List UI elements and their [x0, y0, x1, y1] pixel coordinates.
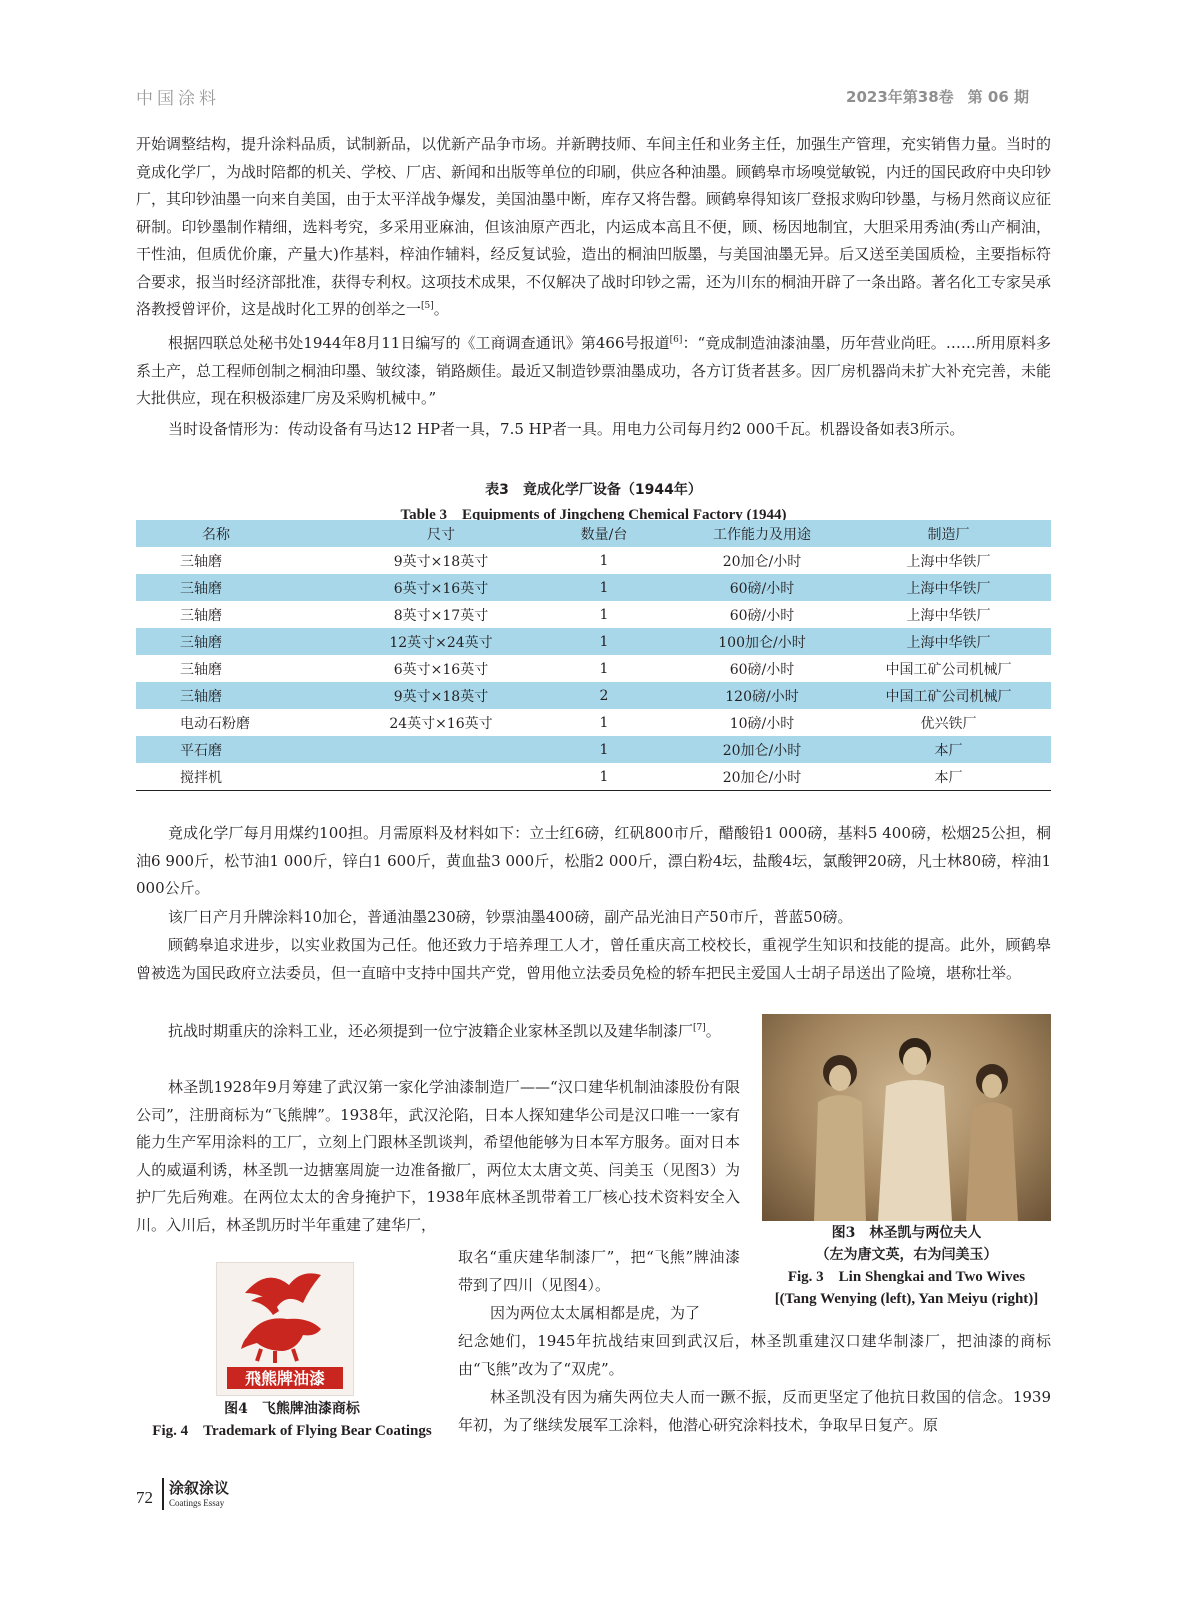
- section-title-cn: 涂叙涂议: [169, 1479, 230, 1497]
- table-row: 平石磨 1 20加仑/小时 本厂: [136, 736, 1051, 763]
- figure-3-caption-cn-2: （左为唐文英，右为闫美玉）: [815, 1247, 998, 1263]
- table-row: 三轴磨 8英寸×17英寸 1 60磅/小时 上海中华铁厂: [180, 606, 991, 624]
- equipment-table: [136, 520, 1051, 791]
- issue-info: [846, 86, 1029, 107]
- table-row: 搅拌机 1 20加仑/小时 本厂: [180, 768, 963, 786]
- issue-year: 2023年第38卷: [846, 88, 954, 106]
- paragraph-6: 顾鹤皋追求进步，以实业救国为己任。他还致力于培养理工人才，曾任重庆高工校校长，重视学生知识和技能的提高。此外，顾鹤皋曾被选为国民政府立法委员，但一直暗中支持中国共产党，曾用他立法委员免检的轿车把民主爱国人士胡子昂送出了险境，堪称壮举。: [136, 936, 1051, 982]
- col-header-name: 名称: [202, 526, 230, 543]
- paragraph-8: 林圣凯1928年9月筹建了武汉第一家化学油漆制造厂——“汉口建华机制油漆股份有限公司”，注册商标为“飞熊牌”。1938年，武汉沦陷，日本人探知建华公司是汉口唯一一家有能力生产军用涂料的工厂，立刻上门跟林圣凯谈判，希望他能够为日本军方服务。面对日本人的威逼利诱，林圣凯一边搪塞周旋一边准备撤厂，两位太太唐文英、闫美玉（见图3）为护厂先后殉难。在两位太太的舍身掩护下，1938年底林圣凯带着工厂核心技术资料安全入川。入川后，林圣凯历时半年重建了建华厂，: [136, 1078, 740, 1234]
- figure-3-caption: [762, 1222, 1051, 1310]
- paragraph-1: 开始调整结构，提升涂料品质，试制新品，以优新产品争市场。并新聘技师、车间主任和业务主任，加强生产管理，充实销售力量。当时的竟成化学厂，为战时陪都的机关、学校、厂店、新闻和出版等单位的印刷，供应各种油墨。顾鹤皋市场嗅觉敏锐，内迁的国民政府中央印钞厂，其印钞油墨一向来自美国，由于太平洋战争爆发，美国油墨中断，库存又将告罄。顾鹤皋得知该厂登报求购印钞墨，与杨月然商议应征研制。印钞墨制作精细，选料考究，多采用亚麻油，但该油原产西北，内运成本高且不便，顾、杨因地制宜，大胆采用秀油(秀山产桐油，干性油，但质优价廉，产量大)作基料，梓油作辅料，经反复试验，造出的桐油凹版墨，与美国油墨无异。后又送至美国质检，主要指标符合要求，报当时经济部批准，获得专利权。这项技术成果，不仅解决了战时印钞之需，还为川东的桐油开辟了一条出路。著名化工专家吴承洛教授曾评价，这是战时化工界的创举之一[5]。: [136, 135, 1052, 318]
- paragraph-4: 竟成化学厂每月用煤约100担。月需原料及材料如下：立士红6磅，红矾800市斤，醋酸铅1 000磅，基料5 400磅，松烟25公担，桐油6 900斤，松节油1 000斤，锌白1 600斤，黄血盐3 000斤，松脂2 000斤，漂白粉4坛，盐酸4坛，氯酸钾20磅，凡士林80磅，梓油1 000公斤。: [136, 824, 1051, 897]
- reference-6[interactable]: [6]: [669, 335, 683, 345]
- reference-7[interactable]: [7]: [693, 1023, 706, 1033]
- table-row: 三轴磨 9英寸×18英寸 1 20加仑/小时 上海中华铁厂: [180, 552, 991, 570]
- footer-divider: [162, 1478, 164, 1510]
- figure-3-caption-cn-1: 图3 林圣凯与两位夫人: [831, 1225, 982, 1241]
- figure-4-caption-en: Fig. 4 Trademark of Flying Bear Coatings: [152, 1423, 432, 1439]
- figure-4-caption-cn: 图4 飞熊牌油漆商标: [224, 1401, 360, 1417]
- photo-figures: [762, 1014, 1051, 1221]
- page-number: 72: [136, 1488, 153, 1507]
- table-row: 电动石粉磨 24英寸×16英寸 1 10磅/小时 优兴铁厂: [180, 714, 977, 732]
- paragraph-10: 林圣凯没有因为痛失两位夫人而一蹶不振，反而更坚定了他抗日救国的信念。1939年初，为了继续发展军工涂料，他潜心研究涂料技术，争取早日复产。原: [458, 1388, 1051, 1434]
- journal-name: 中国涂料: [136, 89, 220, 109]
- paragraph-9-rest: 纪念她们，1945年抗战结束回到武汉后，林圣凯重建汉口建华制漆厂，把油漆的商标由“飞熊”改为了“双虎”。: [458, 1332, 1051, 1378]
- col-header-capacity: 工作能力及用途: [713, 526, 811, 543]
- figure-3-caption-en-1: Fig. 3 Lin Shengkai and Two Wives: [787, 1269, 1026, 1285]
- figure-4-caption: [136, 1398, 448, 1442]
- paragraph-9-start: 因为两位太太属相都是虎，为了: [490, 1304, 701, 1322]
- paragraph-3: 当时设备情形为：传动设备有马达12 HP者一具，7.5 HP者一具。用电力公司每月约2 000千瓦。机器设备如表3所示。: [168, 420, 965, 438]
- col-header-size: 尺寸: [427, 526, 455, 543]
- reference-5[interactable]: [5]: [421, 301, 434, 311]
- paragraph-7: 抗战时期重庆的涂料工业，还必须提到一位宁波籍企业家林圣凯以及建华制漆厂[7]。: [168, 1022, 721, 1040]
- table-row: 三轴磨 12英寸×24英寸 1 100加仑/小时 上海中华铁厂: [136, 628, 1051, 655]
- table-row: 三轴磨 6英寸×16英寸 1 60磅/小时 中国工矿公司机械厂: [180, 660, 1012, 678]
- table-title-cn: 表3 竟成化学厂设备（1944年）: [485, 482, 702, 498]
- table-row: 三轴磨 9英寸×18英寸 2 120磅/小时 中国工矿公司机械厂: [136, 682, 1051, 709]
- col-header-quantity: 数量/台: [580, 526, 628, 543]
- trademark-text: 飛熊牌油漆: [244, 1369, 326, 1388]
- lin-shengkai-photo: [762, 1014, 1051, 1221]
- table-header-row: [136, 520, 1051, 547]
- table-row: 三轴磨 6英寸×16英寸 1 60磅/小时 上海中华铁厂: [136, 574, 1051, 601]
- section-title-en: Coatings Essay: [169, 1498, 225, 1508]
- issue-number: 第 06 期: [967, 88, 1029, 106]
- table-title-en: Table 3 Equipments of Jingcheng Chemical Factory (1944): [400, 507, 787, 523]
- flying-bear-trademark: [216, 1262, 354, 1396]
- col-header-manufacturer: 制造厂: [927, 526, 970, 543]
- paragraph-2: 根据四联总处秘书处1944年8月11日编写的《工商调查通讯》第466号报道[6]：“竟成制造油漆油墨，历年营业尚旺。……所用原料多系土产，总工程师创制之桐油印墨、皱纹漆，销路颇佳。最近又制造钞票油墨成功，各方订货者甚多。因厂房机器尚未扩大补充完善，未能大批供应，现在积极添建厂房及采购机械中。”: [136, 334, 1052, 407]
- figure-3-caption-en-2: [(Tang Wenying (left), Yan Meiyu (right)]: [774, 1291, 1039, 1307]
- paragraph-8-continued: 取名“重庆建华制漆厂”，把“飞熊”牌油漆带到了四川（见图4）。: [458, 1248, 740, 1294]
- flying-bear-logo-icon: [217, 1263, 353, 1395]
- paragraph-5: 该厂日产月升牌涂料10加仑，普通油墨230磅，钞票油墨400磅，副产品光油日产50市斤，普蓝50磅。: [168, 908, 853, 926]
